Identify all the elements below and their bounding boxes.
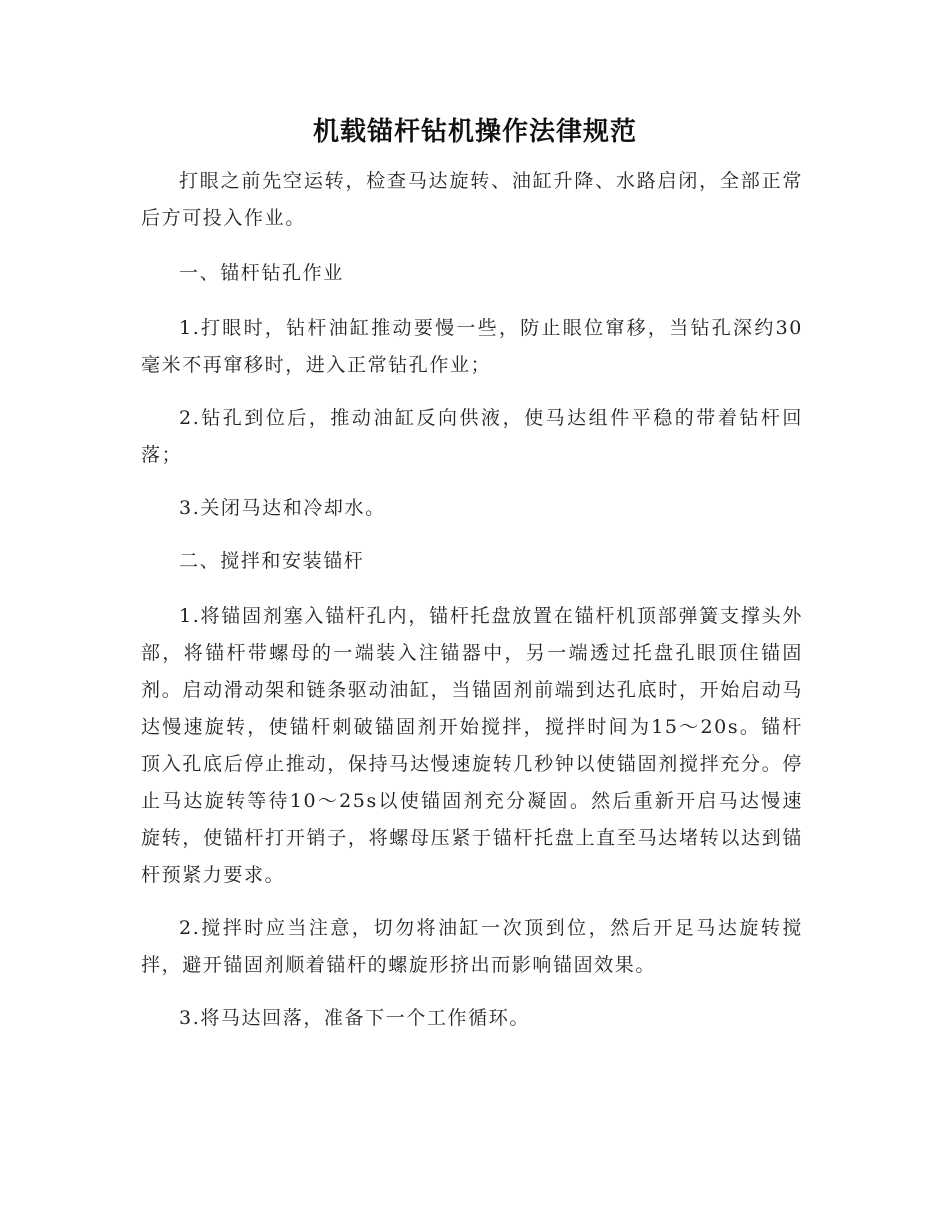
installation-step-3: 3.将马达回落，准备下一个工作循环。: [179, 1007, 530, 1029]
drilling-step-3: 3.关闭马达和冷却水。: [179, 497, 386, 519]
drilling-step-1: 1.打眼时，钻杆油缸推动要慢一些，防止眼位窜移，当钻孔深约30毫米不再窜移时，进入正常钻孔作业；: [141, 317, 803, 376]
intro-paragraph: 打眼之前先空运转，检查马达旋转、油缸升降、水路启闭，全部正常后方可投入作业。: [141, 170, 803, 229]
document-body: [141, 163, 803, 1037]
section-heading-drilling: 一、锚杆钻孔作业: [179, 262, 344, 284]
document-title: 机载锚杆钻机操作法律规范: [312, 117, 637, 147]
section-heading-installation: 二、搅拌和安装锚杆: [179, 550, 365, 572]
installation-step-2: 2.搅拌时应当注意，切勿将油缸一次顶到位，然后开足马达旋转搅拌，避开锚固剂顺着锚杆的螺旋形挤出而影响锚固效果。: [141, 917, 803, 976]
drilling-step-2: 2.钻孔到位后，推动油缸反向供液，使马达组件平稳的带着钻杆回落；: [141, 407, 803, 466]
installation-step-1: 1.将锚固剂塞入锚杆孔内，锚杆托盘放置在锚杆机顶部弹簧支撑头外部，将锚杆带螺母的一端装入注锚器中，另一端透过托盘孔眼顶住锚固剂。启动滑动架和链条驱动油缸，当锚固剂前端到达孔底时，开始启动马达慢速旋转，使锚杆刺破锚固剂开始搅拌，搅拌时间为15～20s。锚杆顶入孔底后停止推动，保持马达慢速旋转几秒钟以使锚固剂搅拌充分。停止马达旋转等待10～25s以使锚固剂充分凝固。然后重新开启马达慢速旋转，使锚杆打开销子，将螺母压紧于锚杆托盘上直至马达堵转以达到锚杆预紧力要求。: [141, 605, 803, 886]
